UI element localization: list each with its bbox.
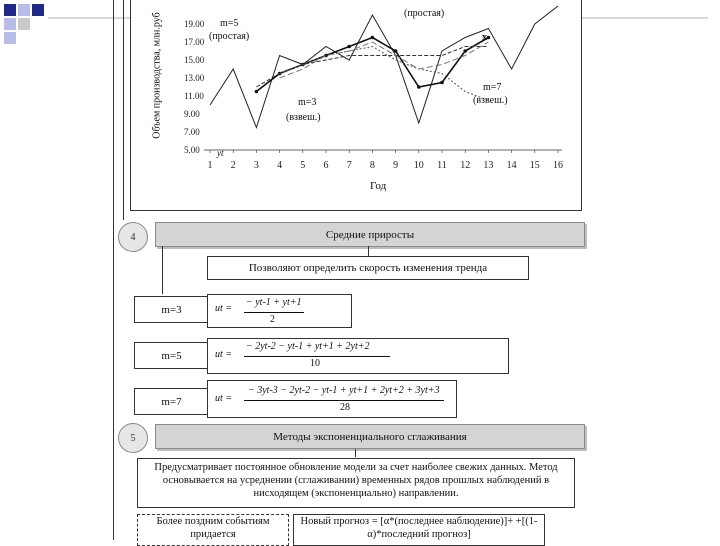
m7-label-box: m=7 <box>134 388 209 415</box>
step-4-badge: 4 <box>118 222 148 252</box>
connector-4-down <box>368 246 369 256</box>
x-tick-label: 10 <box>413 160 424 171</box>
flow-line-left <box>113 0 114 540</box>
x-tick-label: 6 <box>323 160 329 171</box>
annot-m7: m=7 <box>483 82 502 93</box>
x-tick-label: 13 <box>483 160 494 171</box>
step-5-badge: 5 <box>118 423 148 453</box>
step-5-description-box: Предусматривает постоянное обновление модели за счет наиболее свежих данных. Метод основывается на усреднении (сглаживании) временных рядов прошлых наблюдений в нисходящем (экспоненциально) направлении. <box>137 458 575 508</box>
step-5-left-box: Более поздним событиям придается <box>137 514 289 546</box>
series-point-2 <box>463 49 467 53</box>
annot-x: x <box>482 32 487 43</box>
m3-label-box: m=3 <box>134 296 209 323</box>
corner-square-3 <box>32 4 44 16</box>
series-point-2 <box>255 90 259 94</box>
m7-numerator: − 3yt-3 − 2yt-2 − yt-1 + yt+1 + 2yt+2 + 3yt+3 <box>248 385 440 396</box>
m5-lhs: ut = <box>215 349 233 360</box>
corner-square-4 <box>4 18 16 30</box>
m3-lhs: ut = <box>215 303 233 314</box>
step-5-right-box: Новый прогноз = [α*(последнее наблюдение)]+ +[(1-α)*последний прогноз] <box>293 514 545 546</box>
chart-svg <box>130 0 580 210</box>
x-tick-label: 16 <box>553 160 563 171</box>
annot-top-prostaya: (простая) <box>404 8 445 19</box>
m5-fraction-line <box>244 356 390 357</box>
y-tick-label: 17.00 <box>184 37 205 47</box>
annot-m5-prostaya: (простая) <box>209 31 250 42</box>
series-line-4 <box>280 47 489 101</box>
m3-fraction-line <box>244 312 304 313</box>
x-tick-label: 9 <box>393 160 399 171</box>
annot-m3-vzvesh: (взвеш.) <box>286 112 321 123</box>
y-axis-title: Объем производства, млн.руб <box>151 12 163 139</box>
x-tick-label: 7 <box>346 160 352 171</box>
x-tick-label: 14 <box>506 160 517 171</box>
y-tick-label: 15.00 <box>184 55 205 65</box>
series-point-2 <box>417 85 421 89</box>
y-tick-label: 19.00 <box>184 19 205 29</box>
x-tick-label: 3 <box>253 160 259 171</box>
annot-m3: m=3 <box>298 97 317 108</box>
m5-label-box: m=5 <box>134 342 209 369</box>
m7-lhs: ut = <box>215 393 233 404</box>
m5-denominator: 10 <box>310 358 320 369</box>
series-point-2 <box>347 45 351 49</box>
series-line-1 <box>210 6 558 128</box>
connector-4-left <box>162 246 163 294</box>
series-point-2 <box>394 49 398 53</box>
m3-numerator: − yt-1 + yt+1 <box>246 297 302 308</box>
x-axis-title: Год <box>370 180 387 192</box>
x-tick-label: 12 <box>460 160 471 171</box>
series-point-2 <box>371 36 375 40</box>
annot-m7-vzvesh: (взвеш.) <box>473 95 508 106</box>
series-line-5 <box>280 42 489 78</box>
step-4-title-bar: Средние приросты <box>155 222 585 247</box>
corner-square-1 <box>4 4 16 16</box>
x-tick-label: 5 <box>300 160 306 171</box>
corner-square-5 <box>18 18 30 30</box>
y-tick-label: 5.00 <box>184 145 200 155</box>
y-tick-label: 11.00 <box>184 91 204 101</box>
x-tick-label: 1 <box>207 160 213 171</box>
step-4-subtitle-box: Позволяют определить скорость изменения тренда <box>207 256 529 280</box>
x-tick-label: 15 <box>529 160 540 171</box>
flow-line-left-2 <box>123 0 124 220</box>
x-tick-label: 11 <box>437 160 447 171</box>
m7-fraction-line <box>244 400 444 401</box>
y-tick-label: 13.00 <box>184 73 205 83</box>
connector-5-down <box>355 449 356 457</box>
x-tick-label: 8 <box>369 160 375 171</box>
x-tick-label: 2 <box>230 160 236 171</box>
x-tick-label: 4 <box>277 160 283 171</box>
m5-numerator: − 2yt-2 − yt-1 + yt+1 + 2yt+2 <box>246 341 370 352</box>
series-point-2 <box>440 81 444 85</box>
corner-square-2 <box>18 4 30 16</box>
m3-denominator: 2 <box>270 314 275 325</box>
series-label: yt <box>217 148 224 158</box>
step-5-title-bar: Методы экспоненциального сглаживания <box>155 424 585 449</box>
m7-denominator: 28 <box>340 402 350 413</box>
annot-m5: m=5 <box>220 18 239 29</box>
y-tick-label: 7.00 <box>184 127 200 137</box>
series-line-2 <box>256 38 488 92</box>
corner-square-6 <box>4 32 16 44</box>
y-tick-label: 9.00 <box>184 109 200 119</box>
series-point-2 <box>487 36 491 40</box>
